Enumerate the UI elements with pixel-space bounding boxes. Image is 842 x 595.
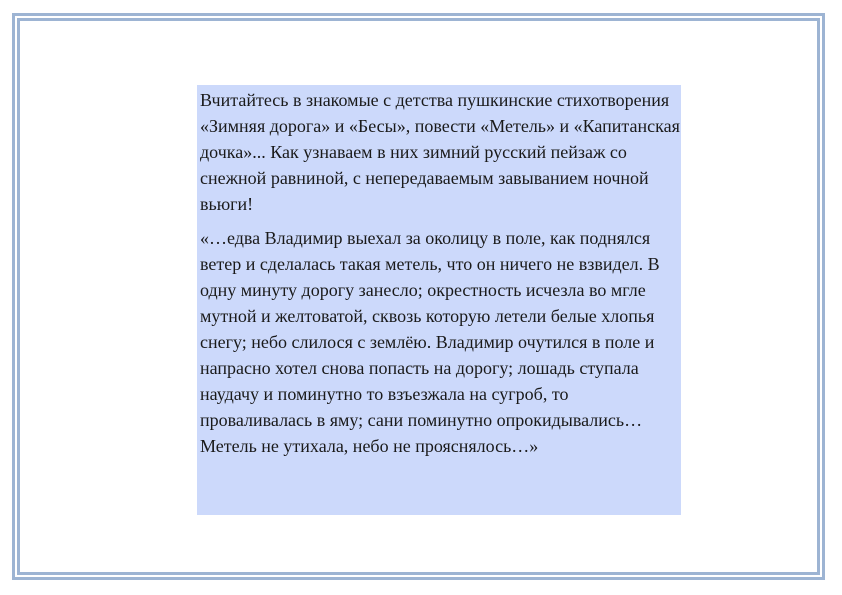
text-box (197, 85, 681, 515)
intro-paragraph: Вчитайтесь в знакомые с детства пушкинские стихотворения «Зимняя дорога» и «Бесы», повести «Метель» и «Капитанская дочка»... Как узнаваем в них зимний русский пейзаж со снежной равниной, с непередаваемым завыванием ночной вьюги! (200, 90, 680, 214)
quote-paragraph: «…едва Владимир выехал за околицу в поле, как поднялся ветер и сделалась такая метель, что он ничего не взвидел. В одну минуту дорогу занесло; окрестность исчезла во мгле мутной и желтоватой, сквозь которую летели белые хлопья снегу; небо слилося с землёю. Владимир очутился в поле и напрасно хотел снова попасть на дорогу; лошадь ступала наудачу и поминутно то взъезжала на сугроб, то проваливалась в яму; сани поминутно опрокидывались… Метель не утихала, небо не прояснялось…» (200, 228, 660, 456)
